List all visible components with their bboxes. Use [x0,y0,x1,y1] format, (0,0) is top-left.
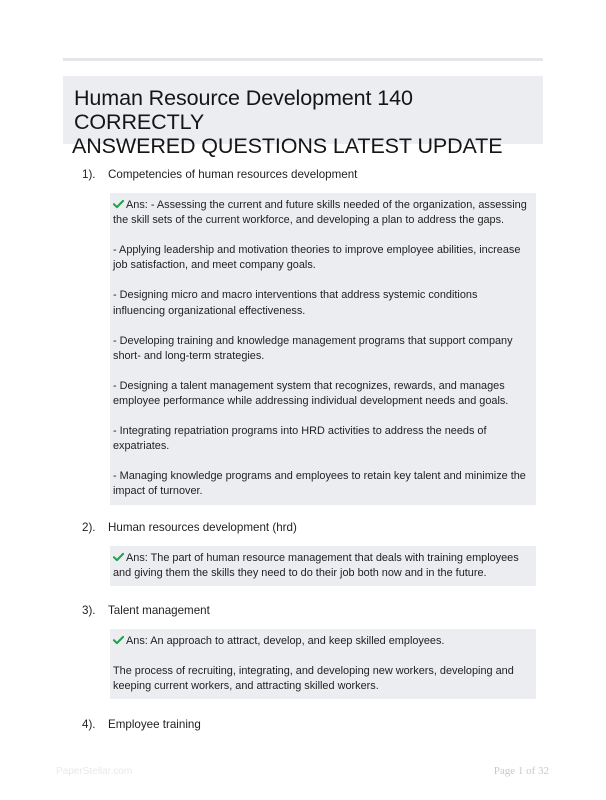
answer-box [110,546,536,586]
answer-paragraph: - Integrating repatriation programs into HRD activities to address the needs of expatriates. [113,425,487,453]
question-header [82,717,542,733]
answer-paragraph [113,198,528,228]
title-banner [63,76,543,158]
top-divider [63,58,543,61]
answer-paragraph: - Applying leadership and motivation theories to improve employee abilities, increase job satisfaction, and meet company goals. [113,244,521,272]
answer-text: Ans: - Assessing the current and future skills needed of the organization, assessing the skill sets of the current workforce, and developing a plan to address the gaps. [113,199,527,227]
answer-paragraph [113,551,528,581]
answer-paragraph: - Designing a talent management system that recognizes, rewards, and manages employee performance while addressing individual development needs and goals. [113,379,509,408]
question-item [82,603,542,699]
question-header [82,520,542,536]
answer-text: Ans: The part of human resource management that deals with training employees and giving them the skills they need to do their job both now and in the future. [113,552,519,580]
question-item [82,167,542,505]
question-number: 2). [82,521,96,534]
document-title [72,86,533,158]
question-text: Human resources development (hrd) [108,521,297,534]
question-number: 4). [82,718,96,731]
document-title-line-2: ANSWERED QUESTIONS LATEST UPDATE [72,134,503,158]
question-number: 3). [82,604,96,617]
check-icon [113,199,124,209]
question-item [82,717,542,733]
answer-paragraph: The process of recruiting, integrating, and developing new workers, developing and keeping current workers, and attracting skilled workers. [113,665,514,693]
page-number: Page 1 of 32 [493,765,549,777]
question-text: Talent management [108,604,210,617]
check-icon [113,552,124,562]
footer-watermark: PaperStellar.com [56,766,133,777]
answer-box [110,629,536,699]
answer-paragraph: - Designing micro and macro interventions that address systemic conditions influencing organizational effectiveness. [113,289,478,317]
answer-paragraph [113,634,528,649]
answer-paragraph: - Developing training and knowledge management programs that support company short- and long-term strategies. [113,334,513,362]
question-number: 1). [82,168,96,181]
question-header [82,167,542,183]
question-text: Competencies of human resources development [108,168,358,181]
answer-box [110,193,536,505]
question-text: Employee training [108,718,201,731]
question-header [82,603,542,619]
document-title-line-1: Human Resource Development 140 CORRECTLY [74,86,413,134]
question-item [82,520,542,586]
answer-text: Ans: An approach to attract, develop, and keep skilled employees. [126,635,445,647]
answer-paragraph: - Managing knowledge programs and employees to retain key talent and minimize the impact of turnover. [113,470,526,498]
check-icon [113,635,124,645]
